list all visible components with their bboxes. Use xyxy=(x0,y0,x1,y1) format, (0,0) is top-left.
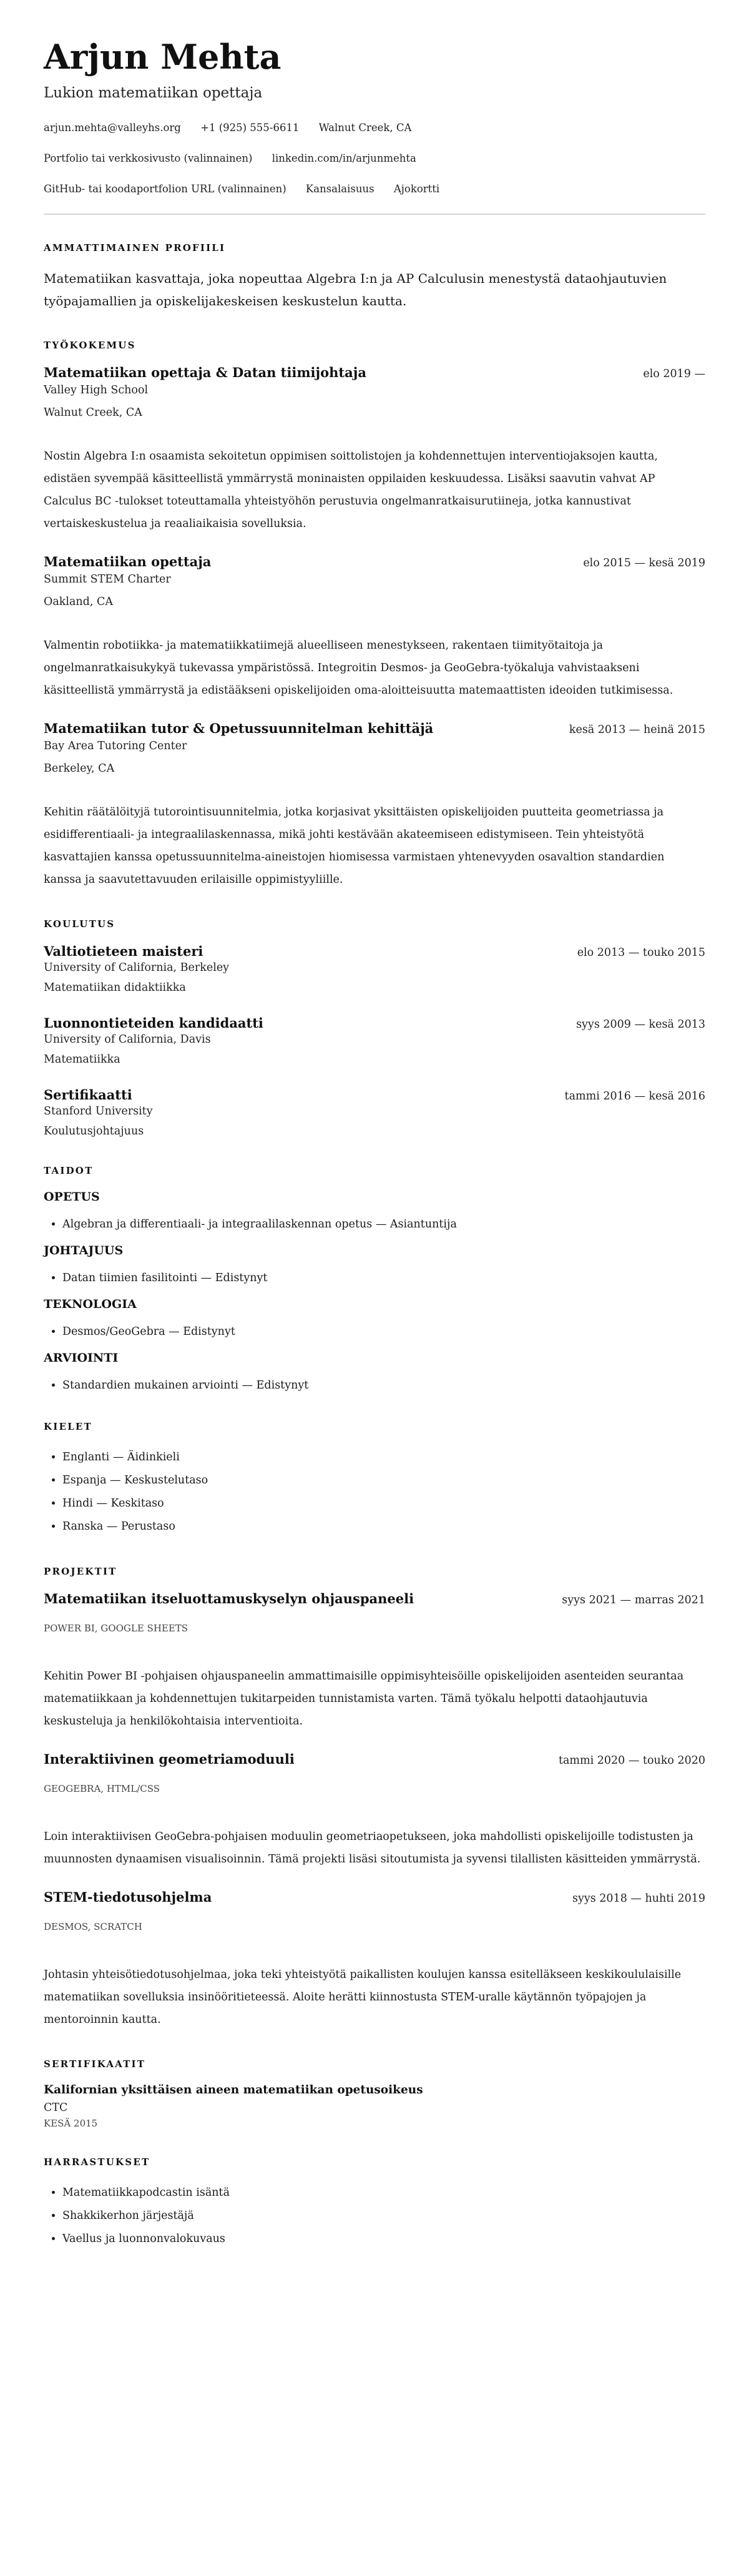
email: arjun.mehta@valleyhs.org xyxy=(44,122,181,134)
degree: Valtiotieteen maisteri xyxy=(44,943,203,960)
certification-title: Kalifornian yksittäisen aineen matematiikan opetusoikeus xyxy=(44,2083,423,2097)
section-heading: KIELET xyxy=(44,1421,92,1433)
section-skills xyxy=(44,1165,705,1394)
section-heading: KOULUTUS xyxy=(44,918,115,930)
education-date: syys 2009 — kesä 2013 xyxy=(576,1018,705,1031)
header-divider xyxy=(44,214,705,215)
project-description: Kehitin Power BI -pohjaisen ohjauspaneelin ammattimaisille oppimisyhteisöille opiskelijoiden asenteiden seurantaa matematiikkaan ja kohdennettujen tukitarpeiden tunnistamista varten. Tämä työkalu helpotti dataohjautuvia keskusteluja ja henkilökohtaisia interventioita. xyxy=(44,1670,684,1728)
skill-category: JOHTAJUUS xyxy=(44,1244,124,1258)
job-location: Walnut Creek, CA xyxy=(44,406,142,420)
contact-row xyxy=(44,183,705,195)
experience-entry xyxy=(44,365,705,535)
job-description: Valmentin robotiikka- ja matematiikkatiimejä alueelliseen menestykseen, rakentaen tiimityötaitoja ja ongelmanratkaisukykyä tukevassa ympäristössä. Integroitin Desmos- ja GeoGebra-työkaluja vahvistaakseni käsitteellistä ymmärrystä ja edistääkseni opiskelijoiden oma-aloitteisuutta matemaattisten ideoiden tutkimisessa. xyxy=(44,639,673,697)
citizenship: Kansalaisuus xyxy=(305,183,374,195)
drivers-license: Ajokortti xyxy=(393,183,440,195)
project-description: Johtasin yhteisötiedotusohjelmaa, joka teki yhteistyötä paikallisten koulujen kanssa esitelläkseen keskikoululaisille matematiikan sovelluksia insinööritieteessä. Aloite herätti kiinnostusta STEM-uralle käytännön työpajojen ja mentoroinnin kautta. xyxy=(44,1969,682,2027)
section-heading: TAIDOT xyxy=(44,1165,94,1177)
education-entry xyxy=(44,1015,705,1066)
project-tags: POWER BI, GOOGLE SHEETS xyxy=(44,1623,188,1635)
github-link: GitHub- tai koodaportfolion URL (valinnainen) xyxy=(44,183,286,195)
phone: +1 (925) 555-6611 xyxy=(200,122,300,134)
section-projects xyxy=(44,1566,705,2031)
section-profile xyxy=(44,242,705,312)
section-experience xyxy=(44,340,705,891)
education-entry xyxy=(44,943,705,994)
project-title: Interaktiivinen geometriamoduuli xyxy=(44,1751,295,1767)
skill-group xyxy=(44,1297,705,1340)
contact-row xyxy=(44,122,705,134)
skill-group xyxy=(44,1244,705,1286)
language-item: • Ranska — Perustaso xyxy=(62,1515,705,1538)
project-date: syys 2018 — huhti 2019 xyxy=(572,1892,705,1905)
contact-row xyxy=(44,152,705,165)
skill-item: • Algebran ja differentiaali- ja integraalilaskennan opetus — Asiantuntija xyxy=(62,1216,705,1232)
skill-group xyxy=(44,1190,705,1232)
certification-issuer: CTC xyxy=(44,2102,68,2115)
hobby-item: • Matematiikkapodcastin isäntä xyxy=(62,2181,705,2205)
location: Walnut Creek, CA xyxy=(318,122,412,134)
job-location: Oakland, CA xyxy=(44,596,114,609)
project-tags: DESMOS, SCRATCH xyxy=(44,1921,142,1933)
section-heading: AMMATTIMAINEN PROFIILI xyxy=(44,242,226,254)
experience-entry xyxy=(44,554,705,702)
project-date: tammi 2020 — touko 2020 xyxy=(558,1754,705,1767)
job-description: Nostin Algebra I:n osaamista sekoitetun oppimisen soittolistojen ja kohdennettujen interventiojaksojen kautta, edistäen syvempää käsitteellistä ymmärrystä moninaisten oppilaiden keskuudessa. Lisäksi saavutin vahvat AP Calculus BC -tulokset toteuttamalla yhteistyöhön perustuvia ongelmanratkaisurutiineja, jotka kannustivat vertaiskeskustelua ja reaaliaikaisia sovelluksia. xyxy=(44,450,658,531)
section-languages xyxy=(44,1421,705,1538)
company: Summit STEM Charter xyxy=(44,573,171,586)
field-of-study: Matematiikka xyxy=(44,1053,120,1066)
linkedin-link: linkedin.com/in/arjunmehta xyxy=(272,152,416,165)
contact-info xyxy=(44,122,705,195)
section-heading: TYÖKOKEMUS xyxy=(44,340,136,351)
job-title: Matematiikan opettaja & Datan tiimijohtaja xyxy=(44,365,366,381)
job-location: Berkeley, CA xyxy=(44,762,115,775)
portfolio-link: Portfolio tai verkkosivusto (valinnainen) xyxy=(44,152,253,165)
candidate-title: Lukion matematiikan opettaja xyxy=(44,85,263,102)
experience-entry xyxy=(44,720,705,891)
language-item: • Hindi — Keskitaso xyxy=(62,1492,705,1515)
skill-category: TEKNOLOGIA xyxy=(44,1297,137,1312)
project-description: Loin interaktiivisen GeoGebra-pohjaisen moduulin geometriaopetukseen, joka mahdollisti opiskelijoille todistusten ja muunnosten dynaamisen visualisoinnin. Tämä projekti lisäsi sitoutumista ja syvensi tilallisten käsitteiden ymmärrystä. xyxy=(44,1831,701,1866)
section-education xyxy=(44,918,705,1138)
company: Valley High School xyxy=(44,384,149,397)
skill-item: • Standardien mukainen arviointi — Edistynyt xyxy=(62,1377,705,1394)
section-heading: SERTIFIKAATIT xyxy=(44,2058,146,2070)
language-list xyxy=(44,1446,705,1538)
job-date: elo 2019 — xyxy=(643,368,705,381)
project-entry xyxy=(44,1751,705,1871)
profile-summary: Matematiikan kasvattaja, joka nopeuttaa Algebra I:n ja AP Calculusin menestystä dataohjautuvien työpajamallien ja opiskelijakeskeisen keskustelun kautta. xyxy=(44,271,667,309)
school: Stanford University xyxy=(44,1105,153,1118)
degree: Sertifikaatti xyxy=(44,1087,132,1103)
skill-item: • Datan tiimien fasilitointi — Edistynyt xyxy=(62,1270,705,1286)
language-item: • Espanja — Keskustelutaso xyxy=(62,1469,705,1492)
project-date: syys 2021 — marras 2021 xyxy=(562,1594,705,1607)
project-title: Matematiikan itseluottamuskyselyn ohjauspaneeli xyxy=(44,1591,414,1607)
education-entry xyxy=(44,1087,705,1138)
hobby-list xyxy=(44,2181,705,2251)
job-date: elo 2015 — kesä 2019 xyxy=(583,557,705,570)
language-item: • Englanti — Äidinkieli xyxy=(62,1446,705,1469)
certification-date: KESÄ 2015 xyxy=(44,2118,98,2130)
school: University of California, Davis xyxy=(44,1033,211,1046)
section-certifications xyxy=(44,2058,705,2129)
skill-category: ARVIOINTI xyxy=(44,1351,119,1365)
project-tags: GEOGEBRA, HTML/CSS xyxy=(44,1783,160,1795)
job-title: Matematiikan opettaja xyxy=(44,554,212,570)
job-description: Kehitin räätälöityjä tutorointisuunnitelmia, jotka korjasivat yksittäisten opiskelijoiden puutteita geometriassa ja esidifferentiaali- ja integraalilaskennassa, mikä johti kestävään akateemiseen edistymiseen. Tein yhteistyötä kasvattajien kanssa opetussuunnitelma-aineistojen hiomisessa varmistaen yhtenevyyden osavaltion standardien kanssa ja saavutettavuuden erilaisille oppimistyyliille. xyxy=(44,806,665,887)
section-heading: HARRASTUKSET xyxy=(44,2156,150,2168)
skill-category: OPETUS xyxy=(44,1190,100,1204)
hobby-item: • Shakkikerhon järjestäjä xyxy=(62,2205,705,2228)
project-entry xyxy=(44,1889,705,2031)
project-entry xyxy=(44,1591,705,1733)
education-date: tammi 2016 — kesä 2016 xyxy=(564,1090,705,1103)
hobby-item: • Vaellus ja luonnonvalokuvaus xyxy=(62,2228,705,2251)
section-heading: PROJEKTIT xyxy=(44,1566,117,1578)
skill-item: • Desmos/GeoGebra — Edistynyt xyxy=(62,1324,705,1340)
school: University of California, Berkeley xyxy=(44,961,230,975)
field-of-study: Matematiikan didaktiikka xyxy=(44,981,186,995)
candidate-name: Arjun Mehta xyxy=(44,37,281,77)
education-date: elo 2013 — touko 2015 xyxy=(577,946,705,960)
degree: Luonnontieteiden kandidaatti xyxy=(44,1015,263,1031)
field-of-study: Koulutusjohtajuus xyxy=(44,1125,144,1138)
section-hobbies xyxy=(44,2156,705,2251)
project-title: STEM-tiedotusohjelma xyxy=(44,1889,212,1905)
skill-group xyxy=(44,1351,705,1394)
job-title: Matematiikan tutor & Opetussuunnitelman kehittäjä xyxy=(44,720,434,737)
resume-header xyxy=(44,39,705,215)
company: Bay Area Tutoring Center xyxy=(44,740,187,753)
job-date: kesä 2013 — heinä 2015 xyxy=(569,724,705,737)
certification-entry xyxy=(44,2083,705,2129)
